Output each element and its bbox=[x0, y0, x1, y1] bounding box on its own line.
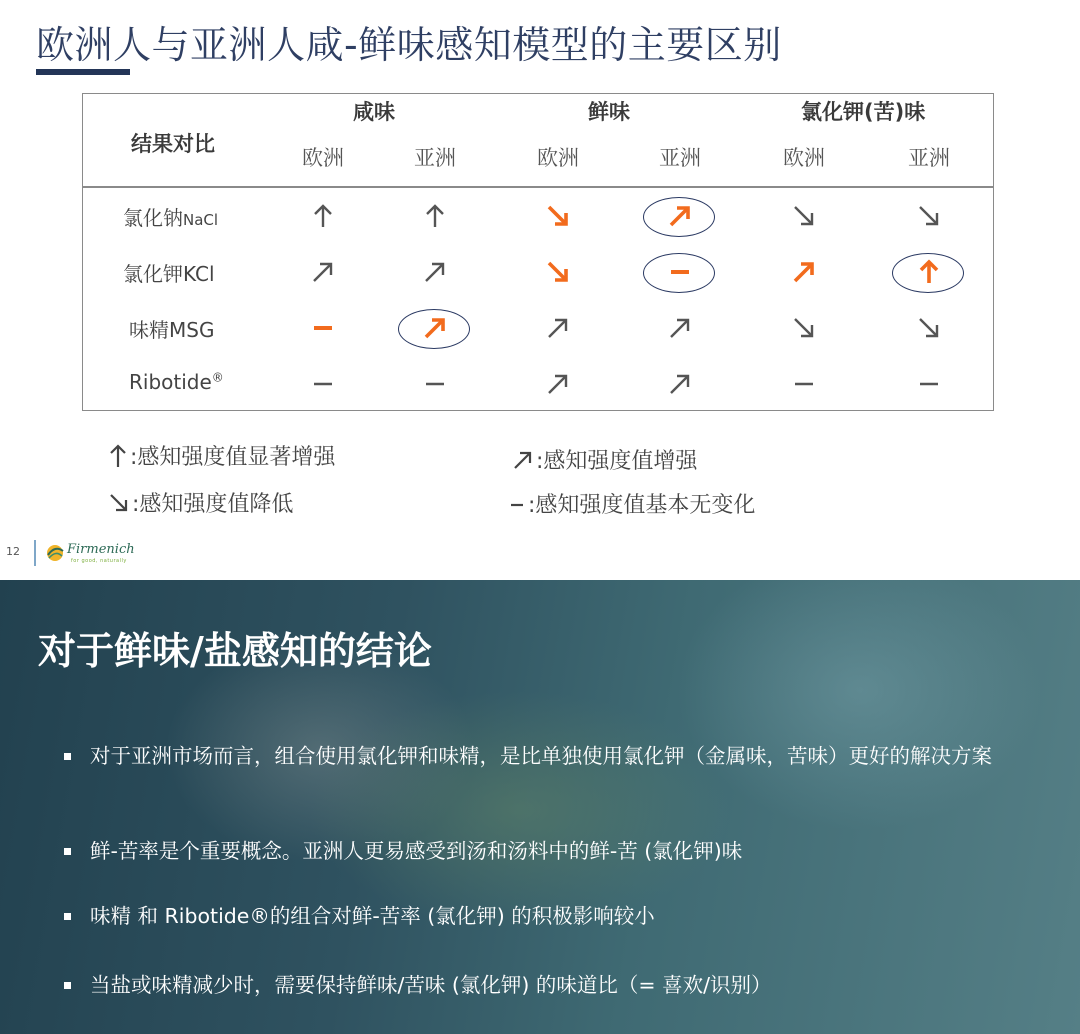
bullet-text: 当盐或味精减少时，需要保持鲜味/苦味 (氯化钾) 的味道比（= 喜欢/识别） bbox=[90, 973, 772, 997]
bullet-item bbox=[64, 971, 1024, 999]
table-cell bbox=[518, 364, 598, 404]
table-corner-header: 结果对比 bbox=[131, 132, 215, 156]
row-label-ribotide bbox=[129, 370, 224, 394]
header-divider bbox=[83, 186, 993, 188]
table-cell bbox=[395, 308, 475, 348]
table-cell bbox=[395, 252, 475, 292]
arrow-down-right-icon bbox=[791, 315, 817, 341]
bullet-item bbox=[64, 742, 1024, 770]
highlight-ellipse bbox=[398, 309, 470, 349]
leaf-logo-icon bbox=[45, 543, 65, 563]
table-cell bbox=[283, 252, 363, 292]
subcol-header: 亚洲 bbox=[414, 146, 456, 170]
group-header-umami: 鲜味 bbox=[588, 100, 630, 124]
table-cell bbox=[518, 308, 598, 348]
arrow-down-right-icon bbox=[545, 203, 571, 229]
logo-name: Firmenich bbox=[67, 542, 135, 557]
legend-text: :感知强度值增强 bbox=[536, 449, 698, 474]
arrow-up-right-icon bbox=[545, 371, 571, 397]
arrow-up-right-icon bbox=[545, 315, 571, 341]
arrow-up-right-icon bbox=[667, 315, 693, 341]
row-label-subscript: NaCl bbox=[183, 211, 219, 229]
row-label-text: 氯化钠 bbox=[123, 206, 183, 230]
slide-title: 对于鲜味/盐感知的结论 bbox=[38, 629, 432, 673]
bullet-marker bbox=[64, 913, 71, 920]
table-cell bbox=[395, 364, 475, 404]
bullet-text: 对于亚洲市场而言，组合使用氯化钾和味精，是比单独使用氯化钾（金属味，苦味）更好的解决方案 bbox=[90, 744, 992, 768]
firmenich-logo bbox=[45, 541, 135, 567]
slide-conclusions bbox=[0, 580, 1080, 1034]
arrow-up-icon bbox=[108, 443, 128, 469]
legend-text: :感知强度值降低 bbox=[132, 492, 294, 517]
page-number: 12 bbox=[6, 545, 20, 558]
subcol-header: 欧洲 bbox=[302, 146, 344, 170]
highlight-ellipse bbox=[643, 253, 715, 293]
dash-icon bbox=[310, 315, 336, 341]
table-cell bbox=[889, 196, 969, 236]
table-cell bbox=[640, 308, 720, 348]
legend-up bbox=[108, 440, 335, 471]
legend-up-right bbox=[512, 444, 697, 475]
footer-divider bbox=[34, 540, 36, 566]
table-cell bbox=[518, 252, 598, 292]
bullet-text: 鲜-苦率是个重要概念。亚洲人更易感受到汤和汤料中的鲜-苦 (氯化钾)味 bbox=[90, 839, 743, 863]
table-cell bbox=[640, 252, 720, 292]
table-cell bbox=[283, 308, 363, 348]
arrow-up-right-icon bbox=[310, 259, 336, 285]
bullet-marker bbox=[64, 753, 71, 760]
subcol-header: 欧洲 bbox=[783, 146, 825, 170]
bullet-item bbox=[64, 902, 1024, 930]
table-cell bbox=[640, 364, 720, 404]
highlight-ellipse bbox=[643, 197, 715, 237]
arrow-up-icon bbox=[422, 203, 448, 229]
group-header-salty: 咸味 bbox=[353, 100, 395, 124]
legend-text: :感知强度值显著增强 bbox=[130, 445, 336, 470]
arrow-up-icon bbox=[310, 203, 336, 229]
bullet-text: 味精 和 Ribotide®的组合对鲜-苦率 (氯化钾) 的积极影响较小 bbox=[90, 904, 655, 928]
arrow-down-right-icon bbox=[545, 259, 571, 285]
table-cell bbox=[889, 364, 969, 404]
table-cell bbox=[283, 364, 363, 404]
row-label-text: Ribotide bbox=[129, 370, 212, 394]
registered-mark: ® bbox=[211, 370, 224, 385]
bullet-item bbox=[64, 837, 1024, 865]
arrow-down-right-icon bbox=[916, 315, 942, 341]
highlight-ellipse bbox=[892, 253, 964, 293]
table-cell bbox=[889, 308, 969, 348]
dash-icon bbox=[791, 371, 817, 397]
comparison-table bbox=[82, 93, 994, 411]
legend-dash bbox=[508, 488, 755, 519]
subcol-header: 亚洲 bbox=[659, 146, 701, 170]
subcol-header: 亚洲 bbox=[908, 146, 950, 170]
row-label-nacl bbox=[123, 202, 218, 231]
arrow-down-right-icon bbox=[916, 203, 942, 229]
table-cell bbox=[889, 252, 969, 292]
legend-text: :感知强度值基本无变化 bbox=[528, 493, 756, 518]
logo-tagline: for good, naturally bbox=[71, 558, 127, 564]
table-cell bbox=[395, 196, 475, 236]
table-cell bbox=[640, 196, 720, 236]
dash-icon bbox=[422, 371, 448, 397]
row-label-kcl: 氯化钾KCl bbox=[123, 262, 215, 286]
table-cell bbox=[764, 252, 844, 292]
arrow-up-right-icon bbox=[512, 449, 534, 471]
table-cell bbox=[283, 196, 363, 236]
arrow-up-right-icon bbox=[422, 259, 448, 285]
dash-icon bbox=[310, 371, 336, 397]
group-header-bitter: 氯化钾(苦)味 bbox=[801, 100, 926, 124]
dash-icon bbox=[508, 493, 526, 515]
title-underline bbox=[36, 69, 130, 75]
arrow-down-right-icon bbox=[791, 203, 817, 229]
row-label-msg: 味精MSG bbox=[129, 318, 215, 342]
table-cell bbox=[518, 196, 598, 236]
table-cell bbox=[764, 364, 844, 404]
bullet-marker bbox=[64, 848, 71, 855]
dash-icon bbox=[916, 371, 942, 397]
legend-down-right bbox=[108, 487, 293, 518]
arrow-up-right-icon bbox=[791, 259, 817, 285]
arrow-down-right-icon bbox=[108, 492, 130, 514]
bullet-marker bbox=[64, 982, 71, 989]
table-cell bbox=[764, 196, 844, 236]
subcol-header: 欧洲 bbox=[537, 146, 579, 170]
arrow-up-right-icon bbox=[667, 371, 693, 397]
table-cell bbox=[764, 308, 844, 348]
slide-title: 欧洲人与亚洲人咸-鲜味感知模型的主要区别 bbox=[36, 23, 782, 67]
